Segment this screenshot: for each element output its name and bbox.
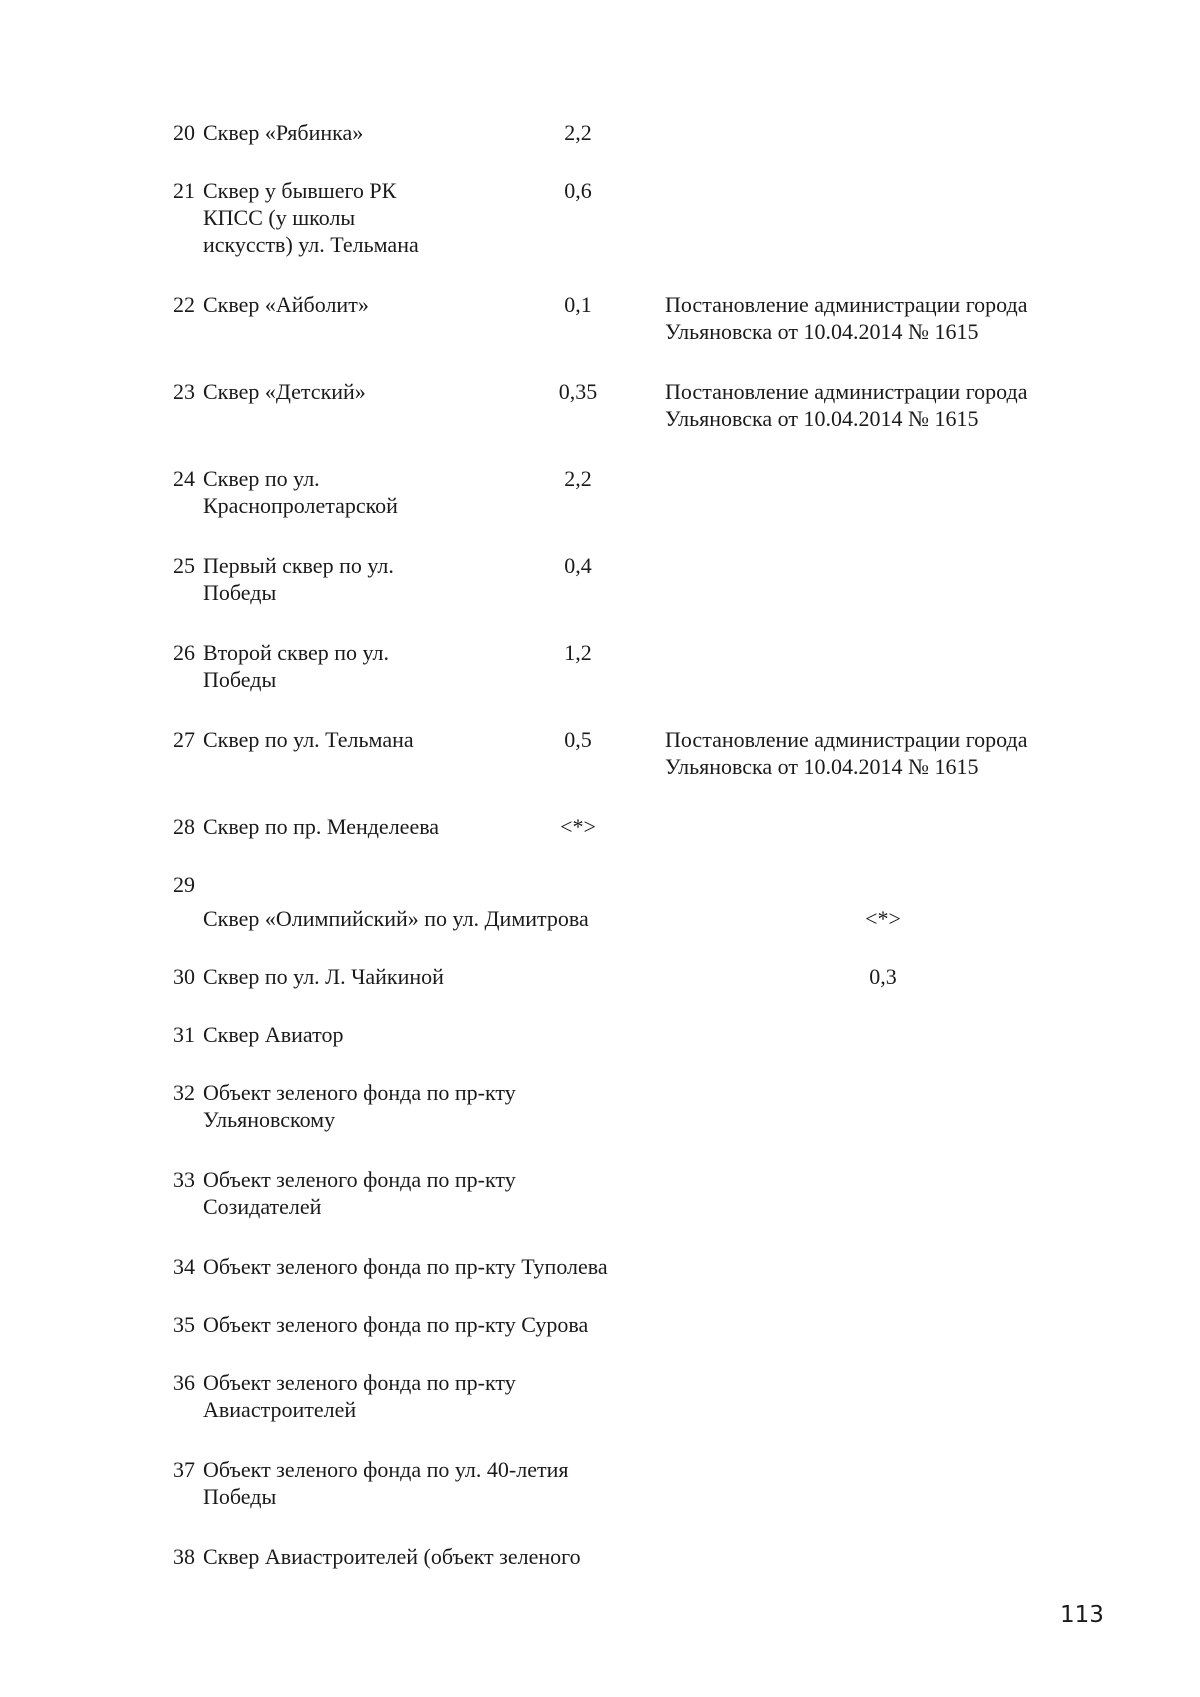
row-number: 29 [173,872,195,897]
row-area: 1,2 [564,640,592,665]
row-name: Объект зеленого фонда по пр-кту Ульяновскому [203,1080,516,1132]
row-name: Объект зеленого фонда по пр-кту Туполева [203,1254,608,1279]
row-number: 31 [173,1022,195,1047]
row-area: <*> [865,906,901,931]
row-name: Объект зеленого фонда по пр-кту Сурова [203,1312,589,1337]
row-number: 27 [173,727,195,752]
page-number: 113 [1060,1602,1104,1628]
row-name: Сквер по ул. Краснопролетарской [203,466,398,518]
row-number: 36 [173,1370,195,1395]
row-name: Объект зеленого фонда по пр-кту Авиастроителей [203,1370,516,1422]
row-area: 2,2 [564,120,592,145]
row-area: 0,35 [558,379,598,404]
row-name: Объект зеленого фонда по пр-кту Созидателей [203,1167,516,1219]
row-area: 0,1 [564,292,592,317]
row-area: <*> [560,814,596,839]
row-name: Сквер «Айболит» [203,292,369,317]
row-name: Сквер по пр. Менделеева [203,814,440,839]
row-name: Сквер «Детский» [203,379,366,404]
row-number: 33 [173,1167,195,1192]
row-number: 23 [173,379,195,404]
row-area: 0,4 [564,553,592,578]
row-number: 25 [173,553,195,578]
row-name: Второй сквер по ул. Победы [203,640,390,692]
row-number: 21 [173,178,195,203]
row-number: 37 [173,1457,195,1482]
row-number: 26 [173,640,195,665]
row-number: 20 [173,120,195,145]
row-number: 35 [173,1312,195,1337]
row-number: 22 [173,292,195,317]
row-name: Сквер «Рябинка» [203,120,364,145]
row-name: Сквер у бывшего РК КПСС (у школы искусств) ул. Тельмана [203,178,419,257]
row-area: 2,2 [564,466,592,491]
row-name: Сквер по ул. Л. Чайкиной [203,964,444,989]
row-name: Сквер Авиастроителей (объект зеленого [203,1544,581,1569]
row-document: Постановление администрации города Ульяновска от 10.04.2014 № 1615 [665,379,1028,431]
row-number: 34 [173,1254,195,1279]
row-number: 28 [173,814,195,839]
row-name: Сквер Авиатор [203,1022,344,1047]
row-area: 0,5 [564,727,592,752]
row-area: 0,3 [869,964,897,989]
row-document: Постановление администрации города Ульяновска от 10.04.2014 № 1615 [665,727,1028,779]
row-name: Сквер «Олимпийский» по ул. Димитрова [203,906,589,931]
row-number: 24 [173,466,195,491]
row-number: 30 [173,964,195,989]
row-name: Первый сквер по ул. Победы [203,553,394,605]
row-number: 38 [173,1544,195,1569]
row-name: Объект зеленого фонда по ул. 40-летия Победы [203,1457,569,1509]
row-document: Постановление администрации города Ульяновска от 10.04.2014 № 1615 [665,292,1028,344]
row-number: 32 [173,1080,195,1105]
row-name: Сквер по ул. Тельмана [203,727,414,752]
row-area: 0,6 [564,178,592,203]
